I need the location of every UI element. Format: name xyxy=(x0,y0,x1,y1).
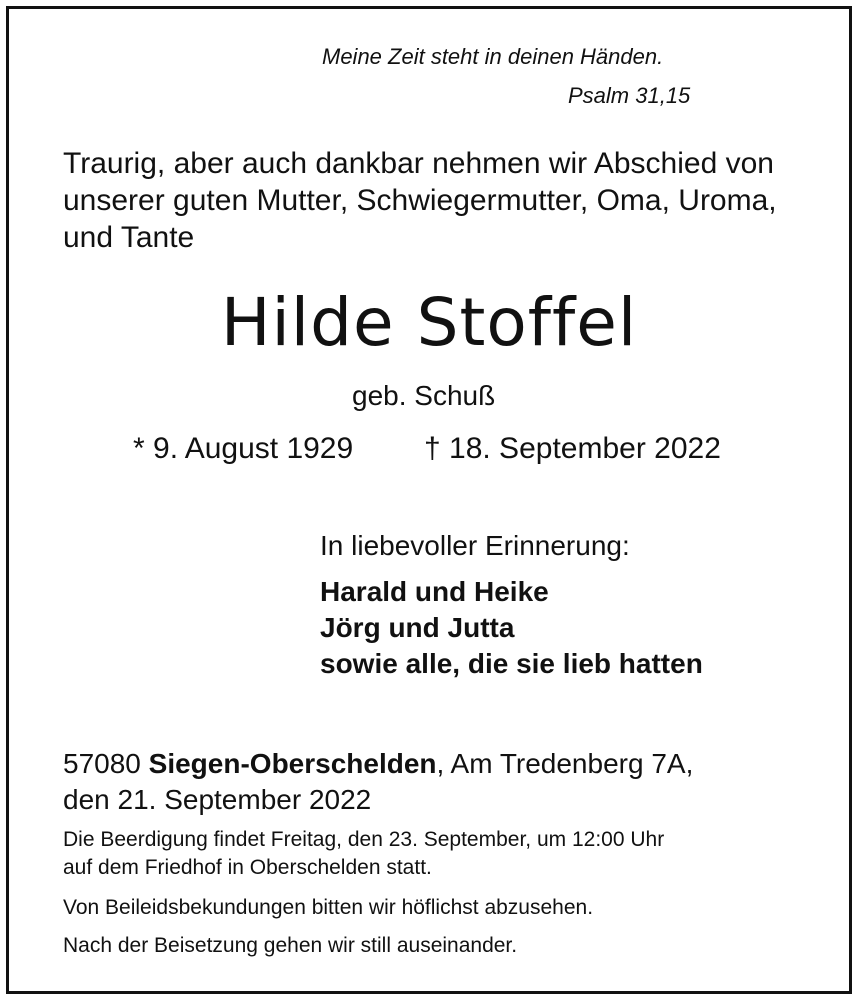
mourner-item: Harald und Heike xyxy=(320,576,549,607)
mourner-item: sowie alle, die sie lieb hatten xyxy=(320,648,703,679)
notice-date: den 21. September 2022 xyxy=(63,784,372,815)
mourner-item: Jörg und Jutta xyxy=(320,612,515,643)
quote-text: Meine Zeit steht in deinen Händen. xyxy=(322,44,664,69)
funeral-line: auf dem Friedhof in Oberschelden statt. xyxy=(63,856,432,879)
death-date: † 18. September 2022 xyxy=(424,432,721,465)
city: Siegen-Oberschelden xyxy=(148,748,437,779)
address-line xyxy=(63,746,693,782)
maiden-name: geb. Schuß xyxy=(352,380,496,411)
burial-notice: Nach der Beisetzung gehen wir still auseinander. xyxy=(63,934,518,957)
deceased-name: Hilde Stoffel xyxy=(220,284,638,361)
memory-heading: In liebevoller Erinnerung: xyxy=(320,530,630,561)
address-block xyxy=(63,746,693,818)
birth-date: * 9. August 1929 xyxy=(133,432,354,465)
funeral-line: Die Beerdigung findet Freitag, den 23. September, um 12:00 Uhr xyxy=(63,828,665,851)
funeral-notice xyxy=(63,826,664,882)
quote-reference: Psalm 31,15 xyxy=(568,83,691,108)
postal-code: 57080 xyxy=(63,748,141,779)
intro-text: Traurig, aber auch dankbar nehmen wir Abschied von unserer guten Mutter, Schwiegermutter, Oma, Uroma, und Tante xyxy=(63,147,777,254)
mourner-list xyxy=(320,574,703,682)
street: , Am Tredenberg 7A, xyxy=(436,748,694,779)
condolences-notice: Von Beileidsbekundungen bitten wir höflichst abzusehen. xyxy=(63,896,594,919)
